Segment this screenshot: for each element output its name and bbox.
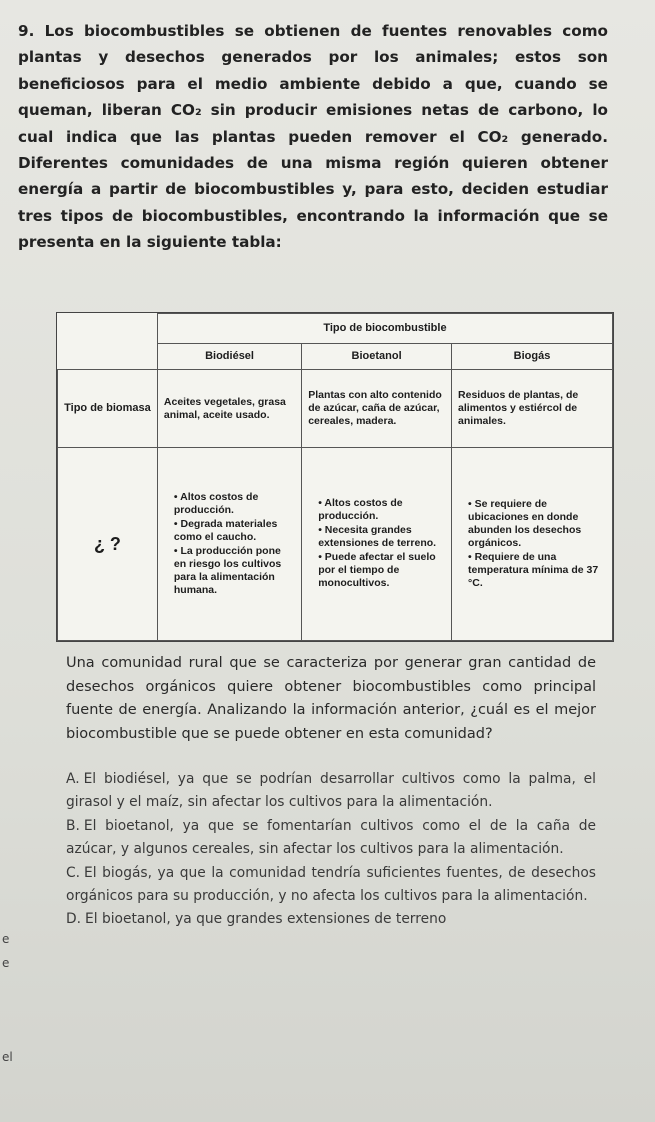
option-text: El bioetanol, ya que se fomentarían cultivos como el de la caña de azúcar, y algunos cereales, sin afectar los cultivos para la alimentación.: [66, 817, 596, 858]
option-label: C.: [66, 864, 81, 881]
option-label: B.: [66, 817, 80, 834]
answer-options: [66, 768, 596, 932]
list-item: • Necesita grandes extensiones de terreno.: [318, 524, 445, 550]
list-item: • Degrada materiales como el caucho.: [174, 518, 295, 544]
question-paragraph: [66, 652, 596, 746]
option-d[interactable]: [66, 908, 596, 931]
margin-mark: el: [2, 1050, 13, 1064]
list-item: • La producción pone en riesgo los cultivos para la alimentación humana.: [174, 545, 295, 597]
row-header-biomasa: Tipo de biomasa: [58, 370, 158, 448]
option-label: D.: [66, 911, 82, 928]
option-text: El biogás, ya que la comunidad tendría suficientes fuentes, de desechos orgánicos para su producción, y no afecta los cultivos para la alimentación.: [66, 864, 596, 905]
list-item: • Se requiere de ubicaciones en donde abunden los desechos orgánicos.: [468, 498, 606, 550]
cell-biomasa-biogas: Residuos de plantas, de alimentos y estiércol de animales.: [452, 370, 613, 448]
column-header-bioetanol: Bioetanol: [302, 344, 452, 370]
column-header-biodiesel: Biodiésel: [157, 344, 301, 370]
option-c[interactable]: [66, 862, 596, 909]
cell-biomasa-bioetanol: Plantas con alto contenido de azúcar, caña de azúcar, cereales, madera.: [302, 370, 452, 448]
option-label: A.: [66, 771, 80, 787]
option-a[interactable]: [66, 768, 596, 815]
question-text: Una comunidad rural que se caracteriza por generar gran cantidad de desechos orgánicos quiere obtener biocombustibles como principal fuente de energía. Analizando la información anterior, ¿cuál es el mejor biocombustible que se puede obtener en esta comunidad?: [66, 655, 596, 742]
margin-mark: e: [2, 956, 10, 970]
intro-paragraph: [18, 18, 608, 256]
column-header-biogas: Biogás: [452, 344, 613, 370]
cell-desventajas-biodiesel: [157, 448, 301, 641]
table-corner: [58, 314, 158, 370]
cell-desventajas-bioetanol: [302, 448, 452, 641]
intro-text: Los biocombustibles se obtienen de fuentes renovables como plantas y desechos generados por los animales; estos son beneficiosos para el medio ambiente debido a que, cuando se queman, liberan CO₂ sin producir emisiones netas de carbono, lo cual indica que las plantas pueden remover el CO₂ generado. Diferentes comunidades de una misma región quieren obtener energía a partir de biocombustibles y, para esto, deciden estudiar tres tipos de biocombustibles, encontrando la información que se presenta en la siguiente tabla:: [18, 22, 608, 252]
cell-biomasa-biodiesel: Aceites vegetales, grasa animal, aceite usado.: [157, 370, 301, 448]
option-b[interactable]: [66, 815, 596, 862]
cell-desventajas-biogas: [452, 448, 613, 641]
option-text: El bioetanol, ya que grandes extensiones de terreno: [85, 911, 447, 928]
option-text: El biodiésel, ya que se podrían desarrollar cultivos como la palma, el girasol y el maíz, sin afectar los cultivos para la alimentación.: [66, 771, 596, 811]
table-group-header: Tipo de biocombustible: [157, 314, 612, 344]
list-item: • Requiere de una temperatura mínima de 37 °C.: [468, 551, 606, 590]
row-header-unknown: ¿ ?: [58, 448, 158, 641]
margin-mark: e: [2, 932, 10, 946]
list-item: • Puede afectar el suelo por el tiempo de monocultivos.: [318, 551, 445, 590]
question-number: 9.: [18, 22, 35, 40]
biofuel-table: [56, 312, 614, 642]
list-item: • Altos costos de producción.: [318, 497, 445, 523]
list-item: • Altos costos de producción.: [174, 491, 295, 517]
